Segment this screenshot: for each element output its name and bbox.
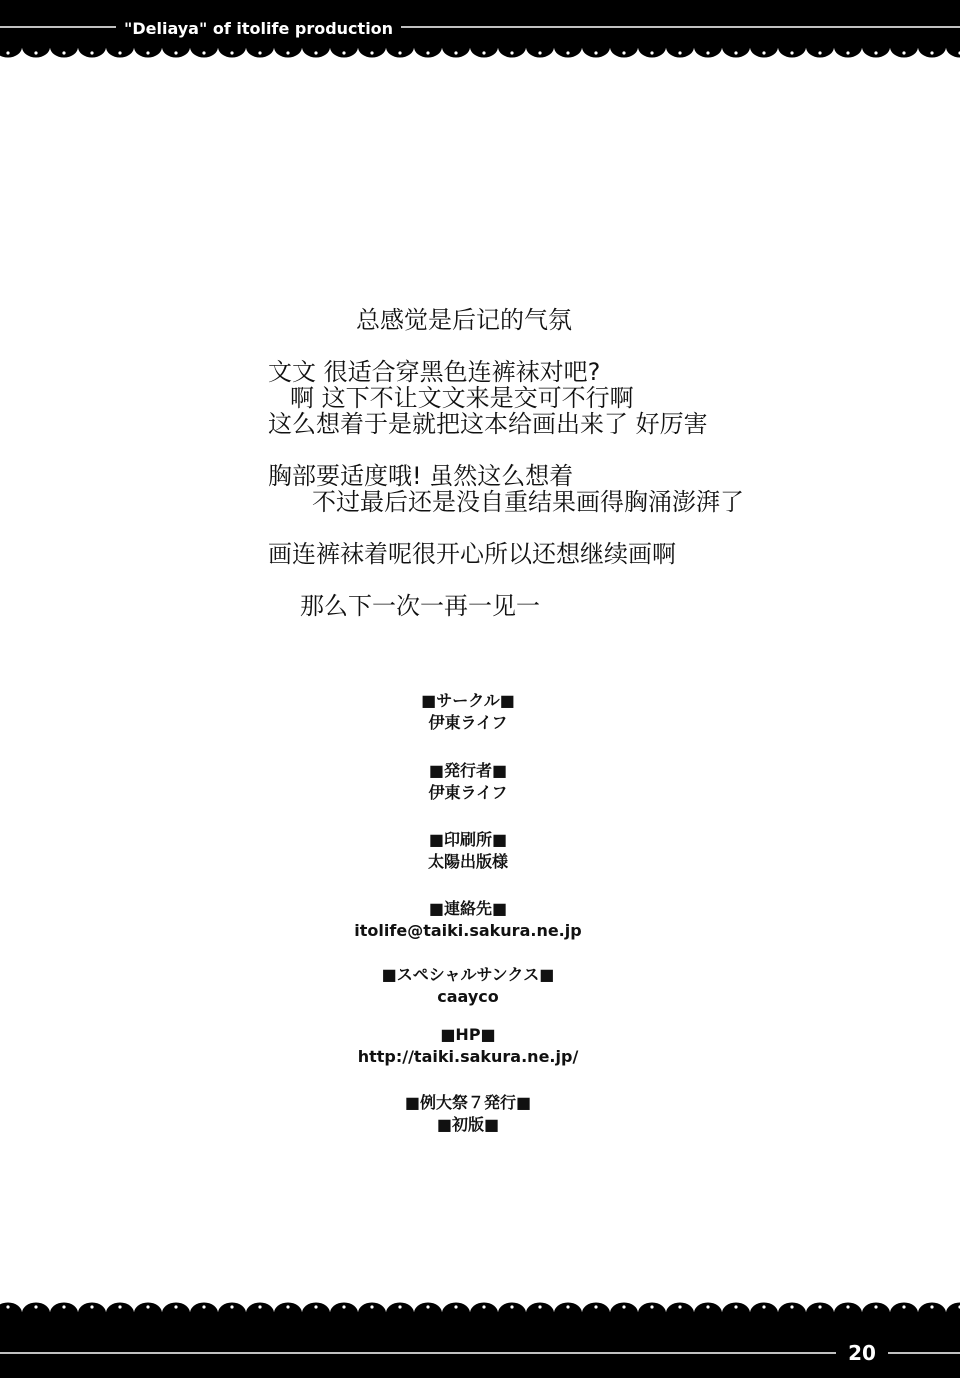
colophon-entry-circle	[0, 690, 936, 734]
footer-lace-border	[0, 1290, 960, 1378]
colophon-value: ■初版■	[436, 1115, 500, 1134]
afterword-line: 这么想着于是就把这本给画出来了 好厉害	[268, 410, 708, 438]
colophon-entry-contact	[0, 898, 936, 942]
colophon-value: itolife@taiki.sakura.ne.jp	[354, 921, 582, 940]
colophon-entry-edition	[0, 1092, 936, 1136]
colophon-entry-homepage	[0, 1024, 936, 1068]
colophon-heading: ■サークル■	[421, 691, 515, 710]
afterword-line: 文文 很适合穿黑色连裤袜对吧?	[268, 358, 601, 386]
header-title: "Deliaya" of itolife production	[116, 16, 401, 42]
colophon-heading: ■HP■	[440, 1025, 496, 1044]
colophon-heading: ■スペシャルサンクス■	[381, 965, 555, 984]
afterword-line: 画连裤袜着呢很开心所以还想继续画啊	[268, 540, 676, 568]
colophon-heading: ■例大祭７発行■	[404, 1093, 532, 1112]
colophon-heading: ■連絡先■	[428, 899, 508, 918]
afterword-line: 那么下一次一再一见一	[300, 592, 540, 620]
page-number: 20	[836, 1340, 888, 1366]
colophon-value: 太陽出版様	[427, 852, 508, 871]
colophon-value: http://taiki.sakura.ne.jp/	[357, 1047, 579, 1066]
colophon-heading: ■印刷所■	[428, 830, 508, 849]
colophon-entry-printer	[0, 829, 936, 873]
colophon-value: caayco	[437, 987, 499, 1006]
afterword-line: 总感觉是后记的气氛	[356, 306, 572, 334]
afterword-line: 啊 这下不让文文来是交可不行啊	[290, 384, 634, 412]
afterword-line: 胸部要适度哦! 虽然这么想着	[268, 462, 574, 490]
afterword	[0, 0, 960, 640]
afterword-line: 不过最后还是没自重结果画得胸涌澎湃了	[312, 488, 744, 516]
colophon-heading: ■発行者■	[428, 761, 508, 780]
colophon-entry-special-thanks	[0, 964, 936, 1008]
colophon-value: 伊東ライフ	[428, 713, 508, 732]
colophon-value: 伊東ライフ	[428, 783, 508, 802]
colophon-entry-publisher	[0, 760, 936, 804]
